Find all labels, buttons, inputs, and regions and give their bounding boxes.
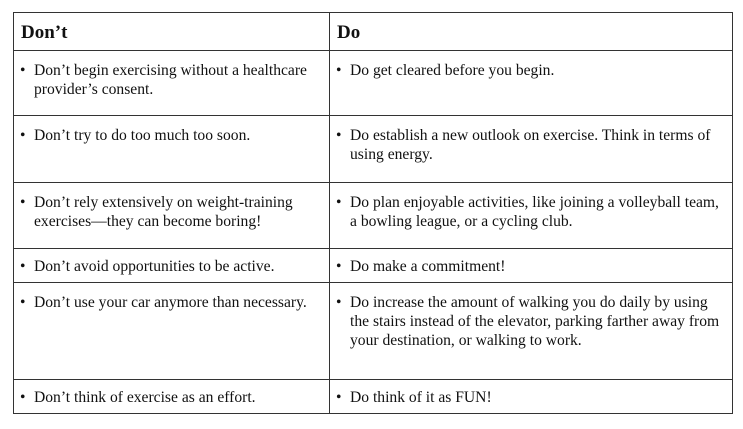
dont-text: Don’t avoid opportunities to be active.	[34, 258, 275, 275]
bullet-icon: •	[20, 389, 26, 406]
bullet-icon: •	[20, 127, 26, 144]
do-text: Do think of it as FUN!	[350, 389, 492, 406]
do-cell	[330, 51, 733, 116]
dont-cell	[14, 183, 330, 249]
do-cell	[330, 249, 733, 283]
bullet-icon: •	[20, 258, 26, 275]
do-cell	[330, 183, 733, 249]
dont-cell	[14, 249, 330, 283]
bullet-icon: •	[336, 62, 342, 79]
do-text: Do plan enjoyable activities, like joining a volleyball team, a bowling league, or a cycling club.	[350, 194, 719, 230]
bullet-icon: •	[336, 258, 342, 275]
table-row	[14, 283, 733, 380]
bullet-icon: •	[336, 194, 342, 211]
dont-text: Don’t think of exercise as an effort.	[34, 389, 256, 406]
do-text: Do make a commitment!	[350, 258, 506, 275]
dont-text: Don’t rely extensively on weight-training exercises—they can become boring!	[34, 194, 293, 230]
bullet-icon: •	[20, 294, 26, 311]
do-cell	[330, 283, 733, 380]
do-text: Do get cleared before you begin.	[350, 62, 555, 79]
table-row	[14, 116, 733, 183]
do-text: Do establish a new outlook on exercise. Think in terms of using energy.	[350, 127, 711, 163]
do-text: Do increase the amount of walking you do daily by using the stairs instead of the elevator, parking farther away from your destination, or walking to work.	[350, 294, 720, 349]
dont-text: Don’t use your car anymore than necessary.	[34, 294, 307, 311]
dont-column-header: Don’t	[14, 13, 330, 51]
dont-cell	[14, 51, 330, 116]
bullet-icon: •	[20, 62, 26, 79]
dont-text: Don’t try to do too much too soon.	[34, 127, 251, 144]
do-cell	[330, 116, 733, 183]
bullet-icon: •	[336, 127, 342, 144]
bullet-icon: •	[20, 194, 26, 211]
do-cell	[330, 380, 733, 414]
dont-cell	[14, 283, 330, 380]
bullet-icon: •	[336, 389, 342, 406]
dont-cell	[14, 380, 330, 414]
table-row	[14, 249, 733, 283]
dos-and-donts-table	[13, 12, 733, 414]
do-column-header: Do	[330, 13, 733, 51]
table-row	[14, 51, 733, 116]
header-row	[14, 13, 733, 51]
table-row	[14, 380, 733, 414]
dont-text: Don’t begin exercising without a healthcare provider’s consent.	[34, 62, 307, 98]
bullet-icon: •	[336, 294, 342, 311]
table-row	[14, 183, 733, 249]
dont-cell	[14, 116, 330, 183]
